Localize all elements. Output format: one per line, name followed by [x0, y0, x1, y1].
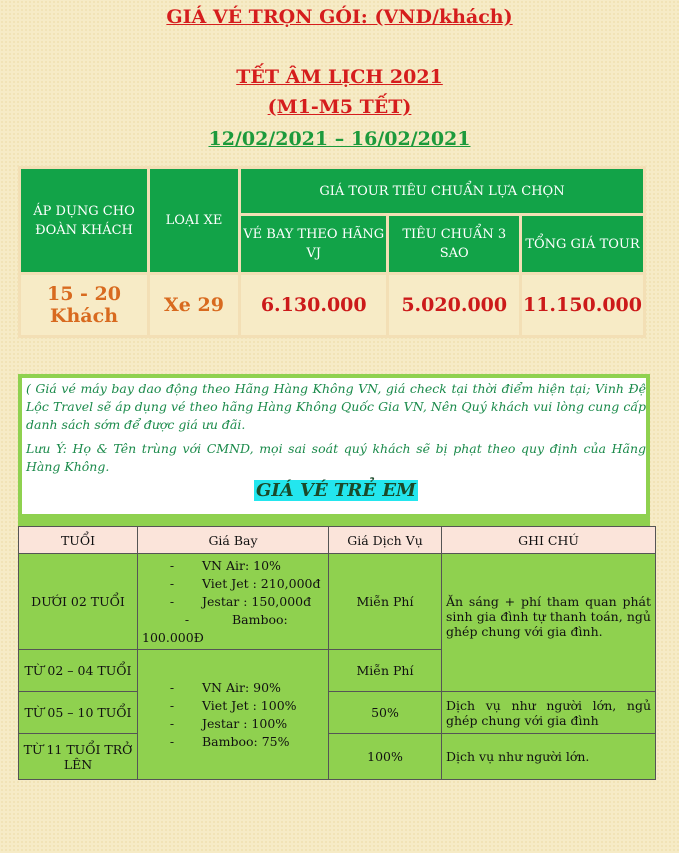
col-group: ÁP DỤNG CHO ĐOÀN KHÁCH: [21, 169, 147, 272]
flight-list: - VN Air: 90% - Viet Jet : 100% - Jestar : 100% - Bamboo: 75%: [138, 650, 329, 780]
event-title: TẾT ÂM LỊCH 2021: [236, 66, 443, 88]
total-price: 11.150.000: [522, 275, 643, 335]
note-flight: ( Giá vé máy bay dao động theo Hãng Hàng Không VN, giá check tại thời điểm hiện tại; Vinh Đệ Lộc Travel sẽ áp dụng vé theo hãng Hàng Không Quốc Gia VN, Nên Quý khách vui lòng cung cấp danh sách sớm để được giá ưu đãi.: [26, 381, 646, 432]
notes-box: [18, 374, 650, 528]
note: Dịch vụ như người lớn.: [442, 734, 656, 780]
col-service: Giá Dịch Vụ: [329, 527, 442, 554]
page-title: GIÁ VÉ TRỌN GÓI: (VND/khách): [166, 6, 513, 28]
note: Ăn sáng + phí tham quan phát sinh gia đình tự thanh toán, ngủ ghép chung với gia đình.: [442, 554, 656, 692]
col-note: GHI CHÚ: [442, 527, 656, 554]
flight-price: 6.130.000: [241, 275, 386, 335]
col-total: TỔNG GIÁ TOUR: [522, 216, 643, 272]
flight-list: - VN Air: 10% - Viet Jet : 210,000đ - Jestar : 150,000đ - Bamboo: 100.000Đ: [138, 554, 329, 650]
age: TỪ 11 TUỔI TRỞ LÊN: [19, 734, 138, 780]
kids-price-table: [18, 526, 656, 780]
note-name: Lưu Ý: Họ & Tên trùng với CMND, mọi sai soát quý khách sẽ bị phạt theo quy định của Hãng Hàng Không.: [26, 441, 646, 474]
col-age: TUỔI: [19, 527, 138, 554]
table-row: [19, 692, 656, 734]
tour-price-table: [18, 166, 646, 338]
age: TỪ 05 – 10 TUỔI: [19, 692, 138, 734]
group-size: 15 - 20 Khách: [21, 275, 147, 335]
age: DƯỚI 02 TUỔI: [19, 554, 138, 650]
age: TỪ 02 – 04 TUỔI: [19, 650, 138, 692]
hotel-price: 5.020.000: [389, 275, 519, 335]
col-flight: VÉ BAY THEO HÃNG VJ: [241, 216, 386, 272]
vehicle: Xe 29: [150, 275, 238, 335]
date-range: 12/02/2021 – 16/02/2021: [208, 128, 471, 150]
service-price: Miễn Phí: [329, 554, 442, 650]
table-row: [21, 275, 643, 335]
table-row: [19, 734, 656, 780]
period-title: (M1-M5 TẾT): [267, 96, 412, 118]
note: Dịch vụ như người lớn, ngủ ghép chung với gia đình: [442, 692, 656, 734]
col-vehicle: LOẠI XE: [150, 169, 238, 272]
kids-title: GIÁ VÉ TRẺ EM: [256, 480, 416, 501]
col-hotel: TIÊU CHUẨN 3 SAO: [389, 216, 519, 272]
service-price: 50%: [329, 692, 442, 734]
table-row: [19, 554, 656, 650]
col-options: GIÁ TOUR TIÊU CHUẨN LỰA CHỌN: [241, 169, 643, 213]
service-price: 100%: [329, 734, 442, 780]
col-flight: Giá Bay: [138, 527, 329, 554]
service-price: Miễn Phí: [329, 650, 442, 692]
